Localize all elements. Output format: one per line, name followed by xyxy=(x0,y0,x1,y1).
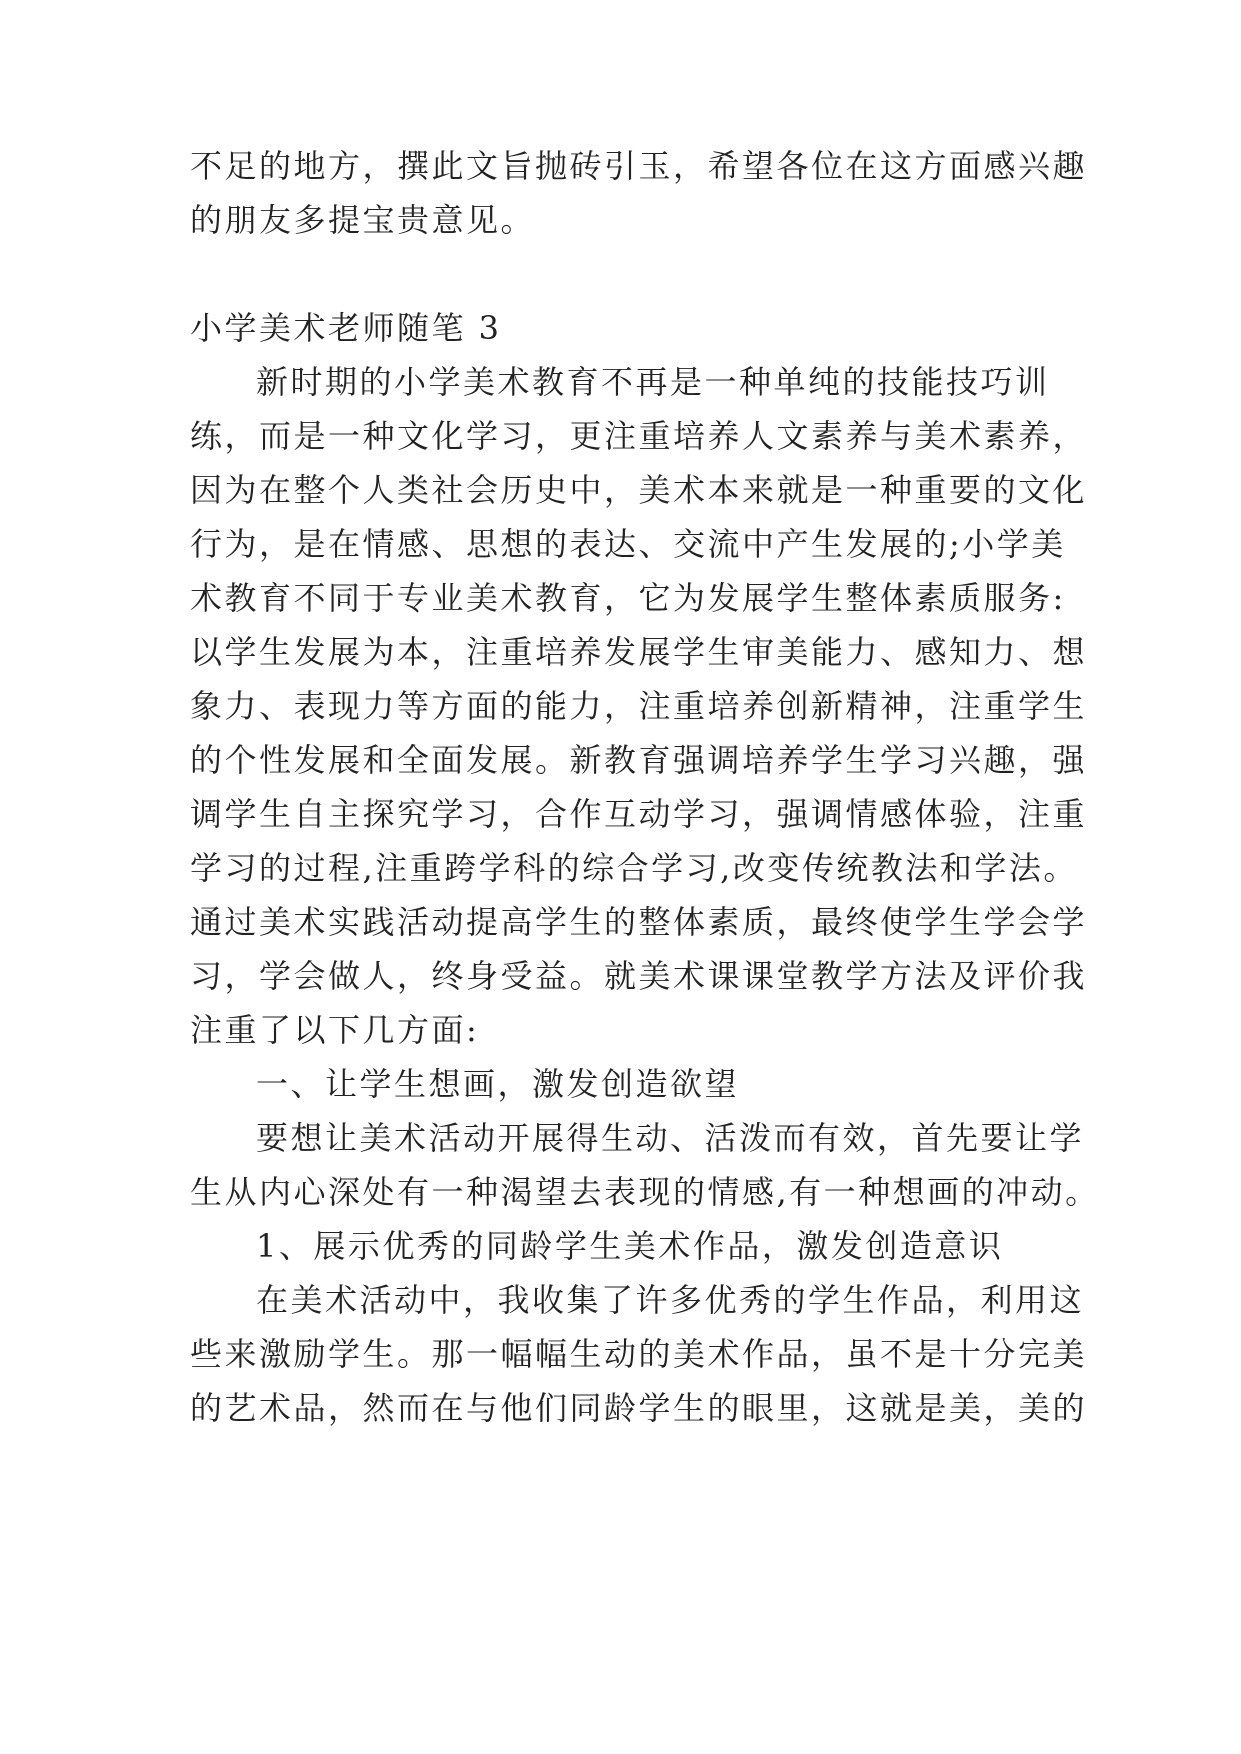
paragraph-line: 注重了以下几方面: xyxy=(190,1011,480,1049)
section-title: 小学美术老师随笔 3 xyxy=(190,309,502,347)
paragraph-line: 新时期的小学美术教育不再是一种单纯的技能技巧训 xyxy=(256,363,1050,401)
paragraph-line: 生从内心深处有一种渴望去表现的情感,有一种想画的冲动。 xyxy=(190,1173,1100,1211)
text-line: 的朋友多提宝贵意见。 xyxy=(190,201,536,239)
paragraph-line: 要想让美术活动开展得生动、活泼而有效，首先要让学 xyxy=(256,1119,1085,1157)
paragraph-line: 行为，是在情感、思想的表达、交流中产生发展的;小学美 xyxy=(190,525,1066,563)
paragraph-line: 术教育不同于专业美术教育，它为发展学生整体素质服务: xyxy=(190,579,1066,617)
heading-line: 一、让学生想画，激发创造欲望 xyxy=(256,1065,740,1103)
paragraph-line: 通过美术实践活动提高学生的整体素质，最终使学生学会学 xyxy=(190,903,1088,941)
paragraph-line: 学习的过程,注重跨学科的综合学习,改变传统教法和学法。 xyxy=(190,849,1078,887)
paragraph-line: 的个性发展和全面发展。新教育强调培养学生学习兴趣，强 xyxy=(190,741,1088,779)
paragraph-line: 在美术活动中，我收集了许多优秀的学生作品，利用这 xyxy=(256,1281,1085,1319)
paragraph-line: 因为在整个人类社会历史中，美术本来就是一种重要的文化 xyxy=(190,471,1088,509)
paragraph-line: 的艺术品，然而在与他们同龄学生的眼里，这就是美，美的 xyxy=(190,1389,1088,1427)
paragraph-line: 些来激励学生。那一幅幅生动的美术作品，虽不是十分完美 xyxy=(190,1335,1088,1373)
paragraph-line: 习，学会做人，终身受益。就美术课课堂教学方法及评价我 xyxy=(190,957,1088,995)
subheading-line: 1、展示优秀的同龄学生美术作品，激发创造意识 xyxy=(256,1227,1004,1265)
paragraph-line: 练，而是一种文化学习，更注重培养人文素养与美术素养， xyxy=(190,417,1088,455)
text-line: 不足的地方，撰此文旨抛砖引玉，希望各位在这方面感兴趣 xyxy=(190,147,1088,185)
paragraph-line: 以学生发展为本，注重培养发展学生审美能力、感知力、想 xyxy=(190,633,1088,671)
paragraph-line: 象力、表现力等方面的能力，注重培养创新精神，注重学生 xyxy=(190,687,1088,725)
paragraph-line: 调学生自主探究学习，合作互动学习，强调情感体验，注重 xyxy=(190,795,1088,833)
